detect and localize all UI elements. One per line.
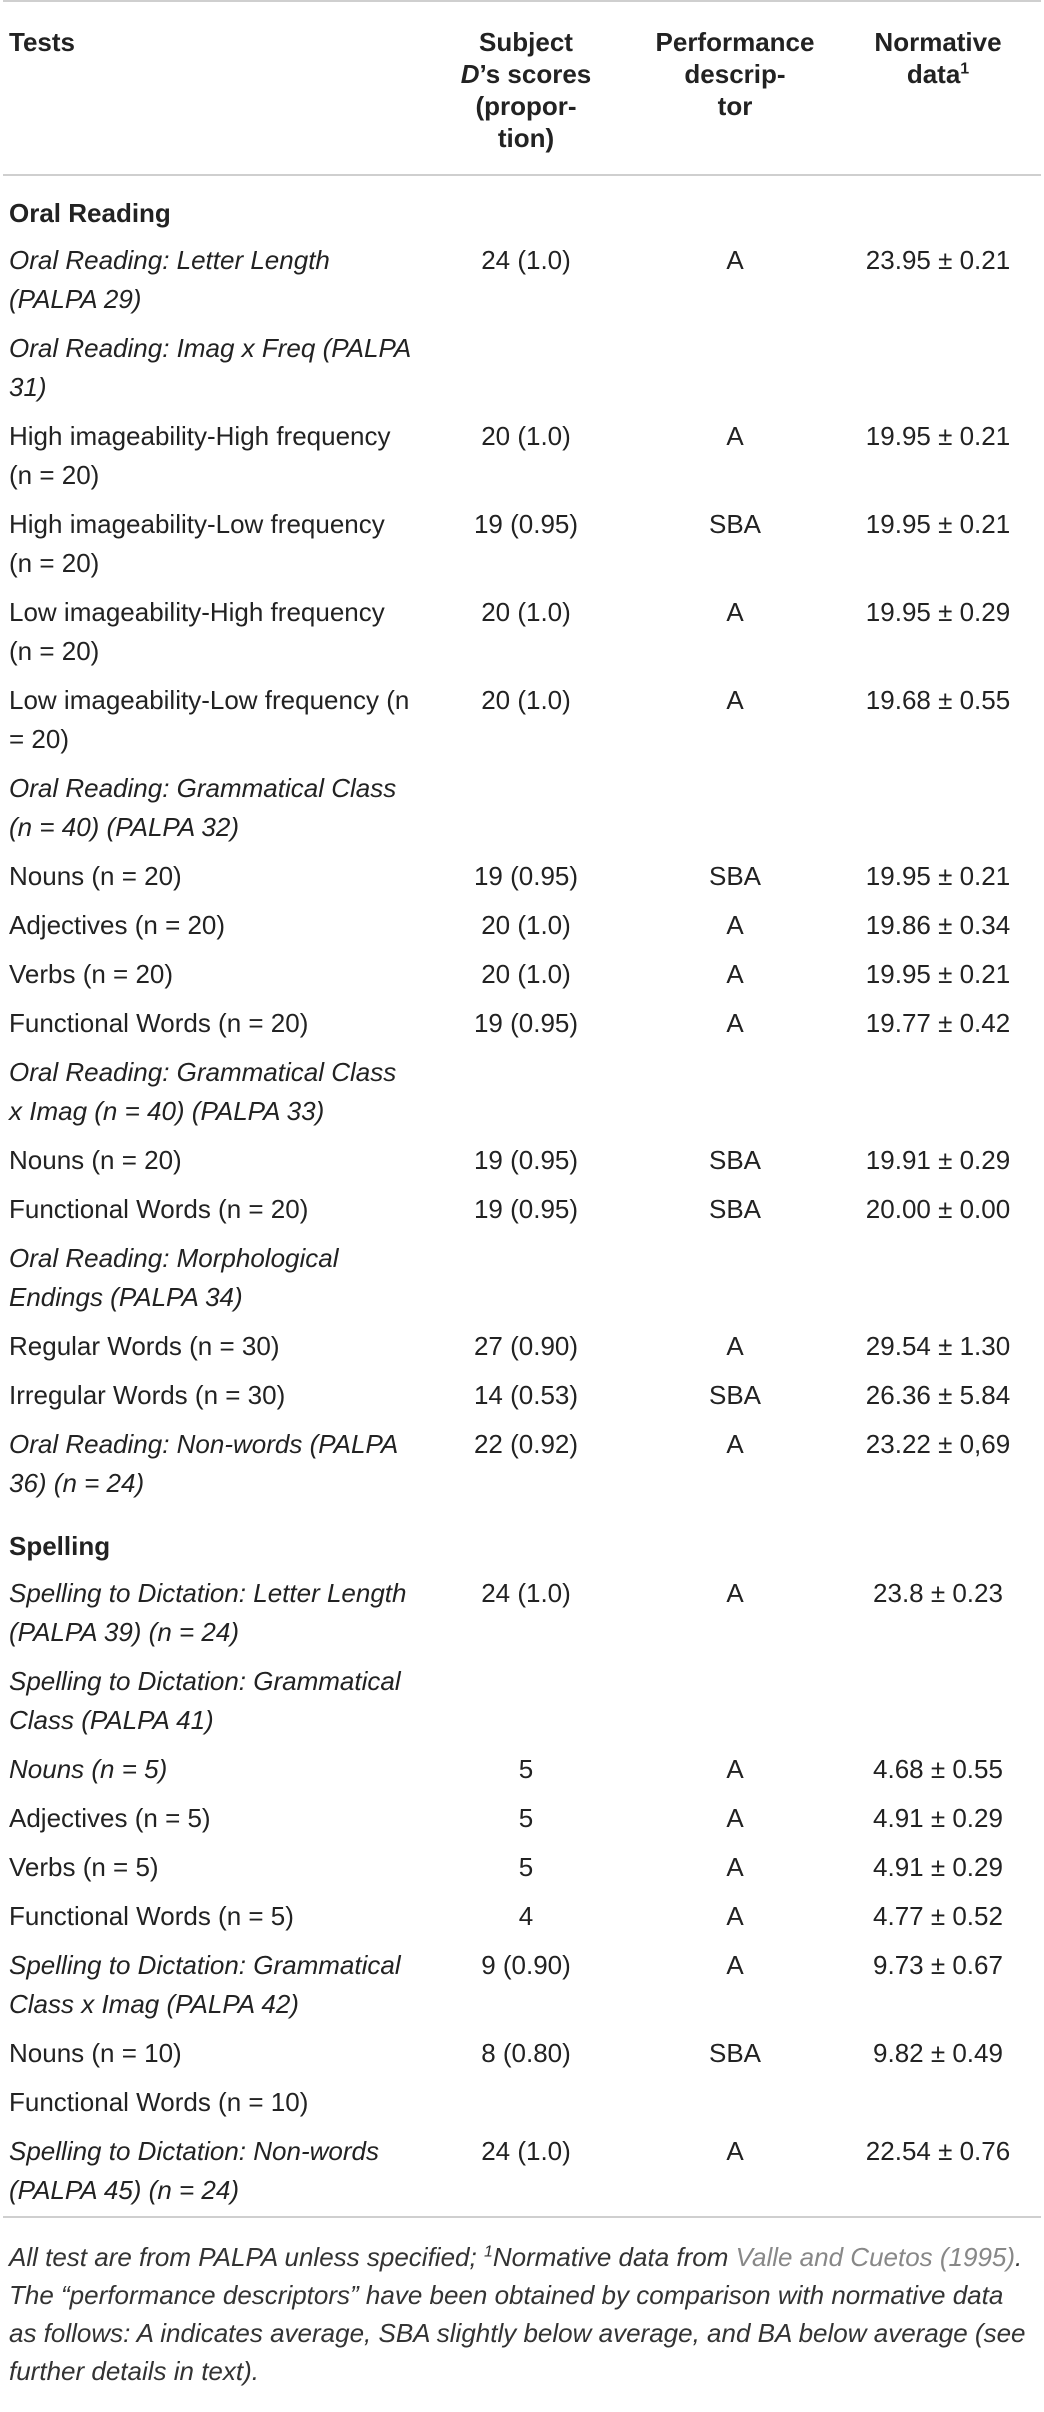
section-row (3, 175, 1041, 237)
normative-cell: 19.95 ± 0.29 (865, 597, 1011, 627)
header-normative-sup: 1 (960, 60, 970, 78)
descriptor-cell (635, 1235, 835, 1323)
table-row (3, 2030, 1041, 2079)
score-cell: 5 (518, 1754, 534, 1784)
normative-cell (835, 1658, 1041, 1746)
section-row (3, 1509, 1041, 1570)
test-name-cell: Adjectives (n = 20) (9, 910, 226, 940)
section-title: Spelling (9, 1531, 111, 1561)
table-row (3, 1235, 1041, 1323)
score-cell (417, 1049, 635, 1137)
test-name-cell: Functional Words (n = 10) (9, 2087, 309, 2117)
descriptor-cell (635, 2079, 835, 2128)
table-row (3, 1372, 1041, 1421)
table-row (3, 902, 1041, 951)
test-name-cell: Low imageability-Low frequency (n = 20) (9, 685, 410, 754)
footnote-sup: 1 (483, 2243, 493, 2261)
descriptor-cell: A (726, 1754, 744, 1784)
table-row (3, 1421, 1041, 1509)
descriptor-cell (635, 765, 835, 853)
footnote-part3: . The “performance descriptors” have been obtained by comparison with normative data as follows: A indicates average, SBA slightly below average, and BA below average (see further details in text). (9, 2242, 1026, 2386)
table-row (3, 237, 1041, 325)
descriptor-cell (635, 1049, 835, 1137)
score-cell: 20 (1.0) (481, 685, 571, 715)
footnote-reference-link[interactable]: Valle and Cuetos (1995) (735, 2242, 1016, 2272)
score-cell: 20 (1.0) (481, 421, 571, 451)
footnote-part1: All test are from PALPA unless specified; (9, 2242, 484, 2272)
score-cell (417, 765, 635, 853)
table-row (3, 413, 1041, 501)
descriptor-cell: A (726, 685, 744, 715)
test-name-cell: Oral Reading: Letter Length (PALPA 29) (9, 245, 330, 314)
descriptor-cell: A (726, 1578, 744, 1608)
table-row (3, 2128, 1041, 2217)
score-cell: 22 (0.92) (473, 1429, 579, 1459)
normative-cell: 19.95 ± 0.21 (865, 959, 1011, 989)
score-cell: 5 (518, 1852, 534, 1882)
descriptor-cell: A (726, 910, 744, 940)
test-name-cell: Low imageability-High frequency (n = 20) (9, 597, 385, 666)
score-cell: 19 (0.95) (473, 1194, 579, 1224)
test-name-cell: Nouns (n = 5) (9, 1754, 168, 1784)
table-row (3, 1893, 1041, 1942)
table-footnote (0, 2218, 1041, 2390)
normative-cell (835, 325, 1041, 413)
descriptor-cell (635, 1658, 835, 1746)
table-row (3, 1323, 1041, 1372)
score-cell: 19 (0.95) (473, 1008, 579, 1038)
score-cell (417, 1235, 635, 1323)
table-row (3, 1795, 1041, 1844)
normative-cell: 19.91 ± 0.29 (865, 1145, 1011, 1175)
normative-cell: 9.73 ± 0.67 (873, 1950, 1003, 1980)
test-name-cell: High imageability-High frequency (n = 20) (9, 421, 391, 490)
normative-cell: 4.68 ± 0.55 (873, 1754, 1003, 1784)
test-name-cell: High imageability-Low frequency (n = 20) (9, 509, 385, 578)
descriptor-cell: A (726, 245, 744, 275)
score-cell: 14 (0.53) (473, 1380, 579, 1410)
test-name-cell: Nouns (n = 20) (9, 861, 182, 891)
table-body (3, 175, 1041, 2217)
table-header (3, 1, 1041, 175)
test-name-cell: Verbs (n = 5) (9, 1852, 159, 1882)
test-name-cell: Oral Reading: Imag x Freq (PALPA 31) (9, 333, 411, 402)
table-row (3, 1137, 1041, 1186)
descriptor-cell: A (726, 1429, 744, 1459)
descriptor-cell: A (726, 959, 744, 989)
table-row (3, 1570, 1041, 1658)
table-row (3, 853, 1041, 902)
test-name-cell: Oral Reading: Grammatical Class (n = 40) (PALPA 32) (9, 773, 397, 842)
score-cell: 19 (0.95) (473, 1145, 579, 1175)
normative-cell: 4.77 ± 0.52 (873, 1901, 1003, 1931)
table-row (3, 1049, 1041, 1137)
table-row (3, 1942, 1041, 2030)
score-cell: 20 (1.0) (481, 910, 571, 940)
score-cell: 9 (0.90) (481, 1950, 571, 1980)
table-row (3, 1746, 1041, 1795)
descriptor-cell: A (726, 1331, 744, 1361)
descriptor-cell: SBA (708, 1145, 762, 1175)
score-cell: 8 (0.80) (481, 2038, 571, 2068)
normative-cell: 19.95 ± 0.21 (865, 421, 1011, 451)
table-row (3, 325, 1041, 413)
score-cell: 24 (1.0) (481, 1578, 571, 1608)
table-row (3, 1186, 1041, 1235)
score-cell: 27 (0.90) (473, 1331, 579, 1361)
header-tests: Tests (9, 27, 75, 57)
test-name-cell: Spelling to Dictation: Letter Length (PALPA 39) (n = 24) (9, 1578, 407, 1647)
score-cell: 19 (0.95) (473, 509, 579, 539)
table-row (3, 2079, 1041, 2128)
descriptor-cell: SBA (708, 2038, 762, 2068)
normative-cell: 23.95 ± 0.21 (865, 245, 1011, 275)
normative-cell: 19.77 ± 0.42 (865, 1008, 1011, 1038)
test-name-cell: Regular Words (n = 30) (9, 1331, 280, 1361)
normative-cell: 29.54 ± 1.30 (865, 1331, 1011, 1361)
descriptor-cell: SBA (708, 1194, 762, 1224)
score-cell (417, 1658, 635, 1746)
score-cell: 5 (518, 1803, 534, 1833)
descriptor-cell: A (726, 1950, 744, 1980)
normative-cell: 19.95 ± 0.21 (865, 861, 1011, 891)
normative-cell: 22.54 ± 0.76 (865, 2136, 1011, 2166)
test-name-cell: Spelling to Dictation: Non-words (PALPA 45) (n = 24) (9, 2136, 379, 2205)
table-row (3, 1844, 1041, 1893)
descriptor-cell: A (726, 1008, 744, 1038)
test-name-cell: Verbs (n = 20) (9, 959, 174, 989)
normative-cell (835, 765, 1041, 853)
score-cell: 20 (1.0) (481, 959, 571, 989)
table-row (3, 765, 1041, 853)
normative-cell: 19.95 ± 0.21 (865, 509, 1011, 539)
normative-cell: 19.68 ± 0.55 (865, 685, 1011, 715)
score-cell: 4 (518, 1901, 534, 1931)
normative-cell: 20.00 ± 0.00 (865, 1194, 1011, 1224)
test-name-cell: Functional Words (n = 20) (9, 1194, 309, 1224)
score-cell (417, 2079, 635, 2128)
normative-cell: 19.86 ± 0.34 (865, 910, 1011, 940)
descriptor-cell: A (726, 1901, 744, 1931)
header-scores: Subject D’s scores (propor- tion) (460, 27, 592, 153)
normative-cell: 23.22 ± 0,69 (865, 1429, 1011, 1459)
normative-cell (835, 2079, 1041, 2128)
score-cell (417, 325, 635, 413)
descriptor-cell: A (726, 1852, 744, 1882)
score-cell: 24 (1.0) (481, 245, 571, 275)
normative-cell: 9.82 ± 0.49 (873, 2038, 1003, 2068)
normative-cell (835, 1235, 1041, 1323)
scores-table (3, 0, 1041, 2218)
test-name-cell: Spelling to Dictation: Grammatical Class (PALPA 41) (9, 1666, 401, 1735)
header-descriptor: Performance descrip- tor (655, 27, 815, 121)
test-name-cell: Functional Words (n = 5) (9, 1901, 294, 1931)
normative-cell (835, 1049, 1041, 1137)
test-name-cell: Oral Reading: Grammatical Class x Imag (n = 40) (PALPA 33) (9, 1057, 397, 1126)
test-name-cell: Nouns (n = 10) (9, 2038, 182, 2068)
table-row (3, 951, 1041, 1000)
descriptor-cell: A (726, 597, 744, 627)
descriptor-cell: SBA (708, 1380, 762, 1410)
descriptor-cell: SBA (708, 861, 762, 891)
score-cell: 19 (0.95) (473, 861, 579, 891)
descriptor-cell (635, 325, 835, 413)
score-cell: 24 (1.0) (481, 2136, 571, 2166)
test-name-cell: Spelling to Dictation: Grammatical Class x Imag (PALPA 42) (9, 1950, 401, 2019)
test-name-cell: Irregular Words (n = 30) (9, 1380, 286, 1410)
normative-cell: 4.91 ± 0.29 (873, 1852, 1003, 1882)
footnote-part2: Normative data from (492, 2242, 736, 2272)
table-row (3, 1658, 1041, 1746)
test-name-cell: Oral Reading: Non-words (PALPA 36) (n = 24) (9, 1429, 398, 1498)
score-cell: 20 (1.0) (481, 597, 571, 627)
descriptor-cell: A (726, 421, 744, 451)
table-row (3, 501, 1041, 589)
normative-cell: 4.91 ± 0.29 (873, 1803, 1003, 1833)
normative-cell: 23.8 ± 0.23 (873, 1578, 1003, 1608)
test-name-cell: Oral Reading: Morphological Endings (PALPA 34) (9, 1243, 339, 1312)
normative-cell: 26.36 ± 5.84 (865, 1380, 1011, 1410)
test-name-cell: Nouns (n = 20) (9, 1145, 182, 1175)
descriptor-cell: A (726, 2136, 744, 2166)
test-name-cell: Adjectives (n = 5) (9, 1803, 211, 1833)
section-title: Oral Reading (9, 198, 171, 228)
table-row (3, 677, 1041, 765)
descriptor-cell: A (726, 1803, 744, 1833)
table-row (3, 589, 1041, 677)
test-name-cell: Functional Words (n = 20) (9, 1008, 309, 1038)
table-row (3, 1000, 1041, 1049)
header-normative: Normative data$^1$ (874, 27, 1002, 89)
descriptor-cell: SBA (708, 509, 762, 539)
